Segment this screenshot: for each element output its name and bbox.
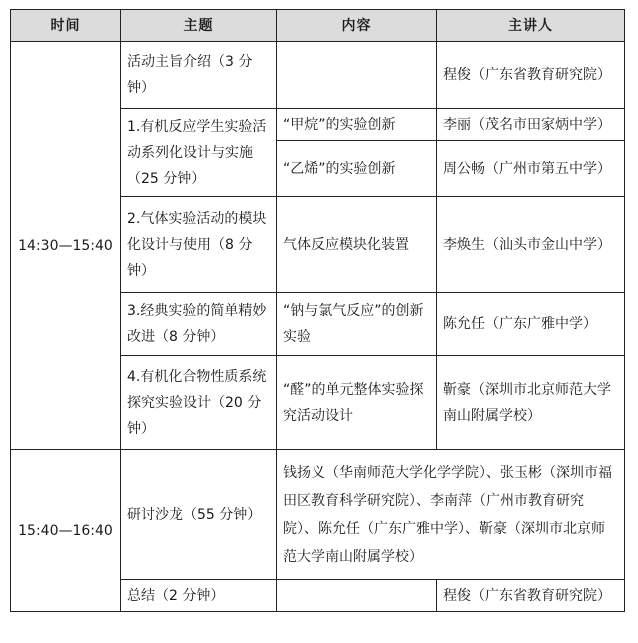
content-cell: “醛”的单元整体实验探究活动设计 xyxy=(277,356,437,450)
table-row xyxy=(11,42,625,109)
time-cell-1: 14:30—15:40 xyxy=(11,42,121,450)
topic-cell: 活动主旨介绍（3 分钟） xyxy=(121,42,277,109)
header-time: 时间 xyxy=(11,10,121,42)
content-cell: “乙烯”的实验创新 xyxy=(277,141,437,197)
topic-cell: 4.有机化合物性质系统探究实验设计（20 分钟） xyxy=(121,356,277,450)
time-cell-2: 15:40—16:40 xyxy=(11,450,121,612)
content-cell: 气体反应模块化装置 xyxy=(277,197,437,293)
topic-cell: 2.气体实验活动的模块化设计与使用（8 分钟） xyxy=(121,197,277,293)
topic-cell: 研讨沙龙（55 分钟） xyxy=(121,450,277,580)
topic-cell: 1.有机反应学生实验活动系列化设计与实施（25 分钟） xyxy=(121,109,277,197)
content-cell xyxy=(277,580,437,612)
header-speaker: 主讲人 xyxy=(437,10,625,42)
speaker-cell: 李焕生（汕头市金山中学） xyxy=(437,197,625,293)
speaker-cell: 程俊（广东省教育研究院） xyxy=(437,42,625,109)
table-row xyxy=(11,450,625,580)
topic-cell: 总结（2 分钟） xyxy=(121,580,277,612)
header-content: 内容 xyxy=(277,10,437,42)
speaker-cell: 李丽（茂名市田家炳中学） xyxy=(437,109,625,141)
speaker-cell: 周公畅（广州市第五中学） xyxy=(437,141,625,197)
speaker-cell: 陈允任（广东广雅中学） xyxy=(437,293,625,356)
content-cell: “钠与氯气反应”的创新实验 xyxy=(277,293,437,356)
header-row xyxy=(11,10,625,42)
header-topic: 主题 xyxy=(121,10,277,42)
topic-cell: 3.经典实验的简单精妙改进（8 分钟） xyxy=(121,293,277,356)
speaker-cell: 靳豪（深圳市北京师范大学南山附属学校） xyxy=(437,356,625,450)
content-cell: “甲烷”的实验创新 xyxy=(277,109,437,141)
schedule-table xyxy=(10,9,625,612)
content-cell xyxy=(277,42,437,109)
discussion-participants: 钱扬义（华南师范大学化学学院）、张玉彬（深圳市福田区教育科学研究院）、李南萍（广州市教育研究院）、陈允任（广东广雅中学）、靳豪（深圳市北京师范大学南山附属学校） xyxy=(277,450,625,580)
schedule-container xyxy=(10,9,625,612)
speaker-cell: 程俊（广东省教育研究院） xyxy=(437,580,625,612)
